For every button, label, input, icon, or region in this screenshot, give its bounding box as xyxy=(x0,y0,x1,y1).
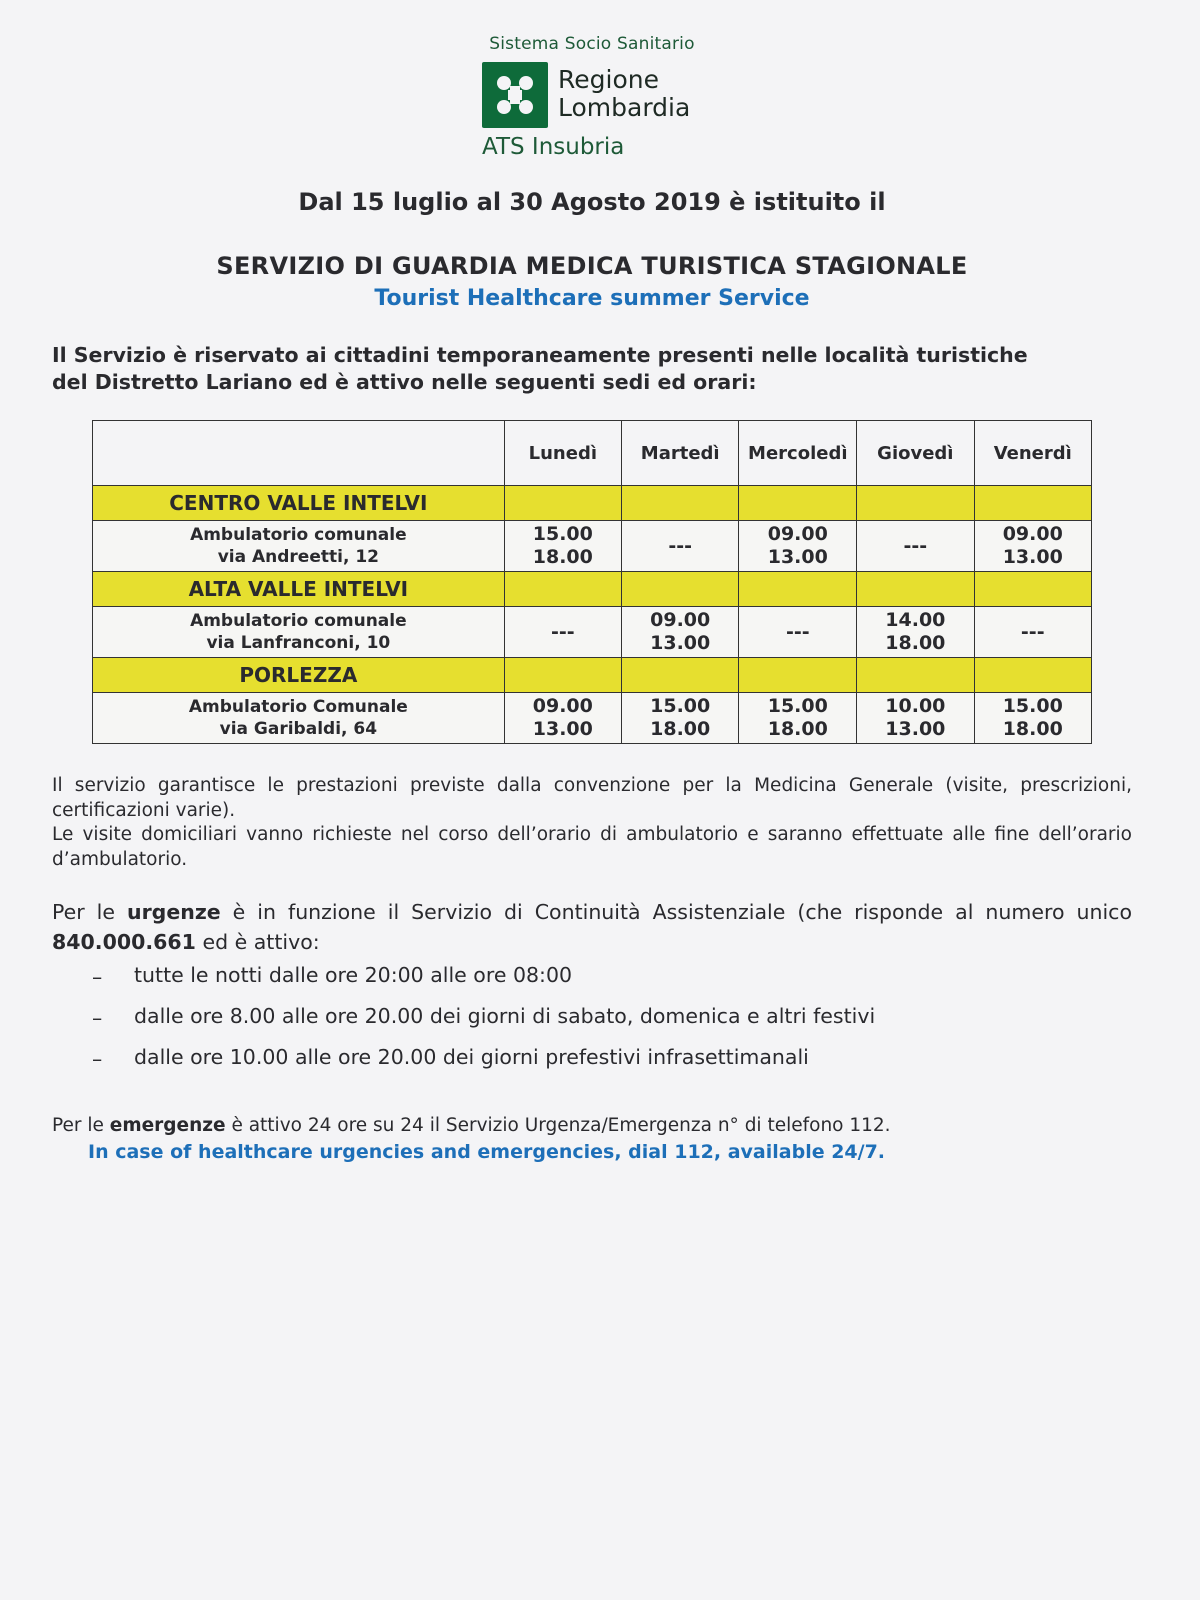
time-close: 13.00 xyxy=(885,718,946,740)
day-header: Martedì xyxy=(621,421,738,486)
time-close: 13.00 xyxy=(767,546,828,568)
time-close: 18.00 xyxy=(650,718,711,740)
list-item-text: dalle ore 10.00 alle ore 20.00 dei giorni prefestivi infrasettimanali xyxy=(134,1045,809,1069)
time-open: 15.00 xyxy=(767,695,828,717)
regione-lombardia-logo-icon xyxy=(482,62,548,128)
location-address: via Lanfranconi, 10 xyxy=(206,633,391,653)
time-none: --- xyxy=(785,620,810,643)
urgent-keyword: urgenze xyxy=(126,900,221,924)
urgent-prefix: Per le xyxy=(52,900,127,924)
urgent-number: 840.000.661 xyxy=(52,930,196,954)
time-open: 15.00 xyxy=(650,695,711,717)
time-cell xyxy=(974,521,1091,572)
location-row xyxy=(93,693,1092,744)
urgent-suffix: ed è attivo: xyxy=(195,930,320,954)
emergency-keyword: emergenze xyxy=(109,1115,226,1136)
day-header: Lunedì xyxy=(504,421,621,486)
time-close: 18.00 xyxy=(1002,718,1063,740)
header-empty-cell xyxy=(93,421,505,486)
time-close: 13.00 xyxy=(532,718,593,740)
time-open: 15.00 xyxy=(1002,695,1063,717)
time-cell xyxy=(739,693,857,744)
emergency-english-line: In case of healthcare urgencies and emergencies, dial 112, available 24/7. xyxy=(88,1141,886,1163)
emergency-line xyxy=(52,1115,1132,1136)
list-item-text: dalle ore 8.00 alle ore 20.00 dei giorni di sabato, domenica e altri festivi xyxy=(134,1004,876,1028)
bullet-marker: – xyxy=(92,1006,103,1030)
section-name: PORLEZZA xyxy=(93,658,505,693)
time-none: --- xyxy=(668,534,693,557)
section-cell xyxy=(621,486,738,521)
time-close: 18.00 xyxy=(885,632,946,654)
location-row xyxy=(93,607,1092,658)
org-line: Sistema Socio Sanitario xyxy=(489,34,695,54)
list-item-text: tutte le notti dalle ore 20:00 alle ore 08:00 xyxy=(134,963,573,987)
time-cell xyxy=(504,607,621,658)
section-row xyxy=(93,572,1092,607)
section-cell xyxy=(739,658,857,693)
section-cell xyxy=(504,486,621,521)
time-close: 13.00 xyxy=(650,632,711,654)
time-none: --- xyxy=(903,534,928,557)
section-cell xyxy=(504,658,621,693)
location-cell xyxy=(93,521,505,572)
time-open: 09.00 xyxy=(650,609,711,631)
time-close: 18.00 xyxy=(767,718,828,740)
day-header: Giovedì xyxy=(857,421,974,486)
urgent-hours-list xyxy=(92,963,1092,1086)
logo-line-1: Regione xyxy=(558,65,659,94)
location-cell xyxy=(93,693,505,744)
home-visits-paragraph: Le visite domiciliari vanno richieste nel corso dell’orario di ambulatorio e saranno effettuate alle fine dell’orario d’ambulatorio. xyxy=(52,824,1132,870)
time-cell xyxy=(621,521,738,572)
emergency-suffix: è attivo 24 ore su 24 il Servizio Urgenza/Emergenza n° di telefono 112. xyxy=(225,1115,891,1136)
logo-text xyxy=(558,66,690,122)
time-open: 09.00 xyxy=(1002,523,1063,545)
location-name: Ambulatorio comunale xyxy=(190,525,407,545)
section-name: CENTRO VALLE INTELVI xyxy=(93,486,505,521)
section-cell xyxy=(857,486,974,521)
location-address: via Andreetti, 12 xyxy=(217,547,379,567)
time-open: 14.00 xyxy=(885,609,946,631)
intro-line-2: del Distretto Lariano ed è attivo nelle seguenti sedi ed orari: xyxy=(52,370,757,394)
location-name: Ambulatorio comunale xyxy=(190,611,407,631)
section-cell xyxy=(504,572,621,607)
urgent-paragraph xyxy=(52,897,1132,957)
time-cell xyxy=(974,607,1091,658)
emergency-prefix: Per le xyxy=(52,1115,110,1136)
time-none: --- xyxy=(1020,620,1045,643)
location-name: Ambulatorio Comunale xyxy=(188,697,408,717)
time-cell xyxy=(739,521,857,572)
logo-line-2: Lombardia xyxy=(558,93,691,122)
table-header-row xyxy=(93,421,1092,486)
list-item xyxy=(92,1045,1092,1086)
schedule-table xyxy=(92,420,1092,744)
services-paragraph: Il servizio garantisce le prestazioni previste dalla convenzione per la Medicina Generale (visite, prescrizioni, certificazioni varie). xyxy=(52,775,1132,821)
headline: Dal 15 luglio al 30 Agosto 2019 è istituito il xyxy=(298,188,886,216)
intro-text xyxy=(52,342,1132,396)
day-header: Mercoledì xyxy=(739,421,857,486)
time-cell xyxy=(739,607,857,658)
time-open: 10.00 xyxy=(885,695,946,717)
time-cell xyxy=(504,693,621,744)
location-row xyxy=(93,521,1092,572)
section-cell xyxy=(974,486,1091,521)
time-close: 13.00 xyxy=(1002,546,1063,568)
section-row xyxy=(93,658,1092,693)
section-cell xyxy=(739,486,857,521)
service-title: SERVIZIO DI GUARDIA MEDICA TURISTICA STAGIONALE xyxy=(216,252,968,280)
section-cell xyxy=(857,572,974,607)
urgent-middle: è in funzione il Servizio di Continuità Assistenziale (che risponde al numero unico xyxy=(220,900,1132,924)
time-open: 09.00 xyxy=(532,695,593,717)
section-cell xyxy=(857,658,974,693)
section-cell xyxy=(621,658,738,693)
day-header: Venerdì xyxy=(974,421,1091,486)
list-item xyxy=(92,963,1092,1004)
time-cell xyxy=(857,693,974,744)
time-cell xyxy=(621,607,738,658)
section-name: ALTA VALLE INTELVI xyxy=(93,572,505,607)
section-cell xyxy=(739,572,857,607)
location-cell xyxy=(93,607,505,658)
time-cell xyxy=(857,607,974,658)
service-subtitle: Tourist Healthcare summer Service xyxy=(374,286,810,311)
time-cell xyxy=(857,521,974,572)
time-cell xyxy=(504,521,621,572)
time-close: 18.00 xyxy=(532,546,593,568)
location-address: via Garibaldi, 64 xyxy=(219,719,378,739)
time-cell xyxy=(621,693,738,744)
intro-line-1: Il Servizio è riservato ai cittadini temporaneamente presenti nelle località turistiche xyxy=(52,343,1028,367)
time-none: --- xyxy=(550,620,575,643)
section-cell xyxy=(621,572,738,607)
section-row xyxy=(93,486,1092,521)
list-item xyxy=(92,1004,1092,1045)
time-open: 09.00 xyxy=(767,523,828,545)
section-cell xyxy=(974,572,1091,607)
time-open: 15.00 xyxy=(532,523,593,545)
bullet-marker: – xyxy=(92,965,103,989)
ats-name: ATS Insubria xyxy=(482,134,625,160)
time-cell xyxy=(974,693,1091,744)
section-cell xyxy=(974,658,1091,693)
bullet-marker: – xyxy=(92,1047,103,1071)
